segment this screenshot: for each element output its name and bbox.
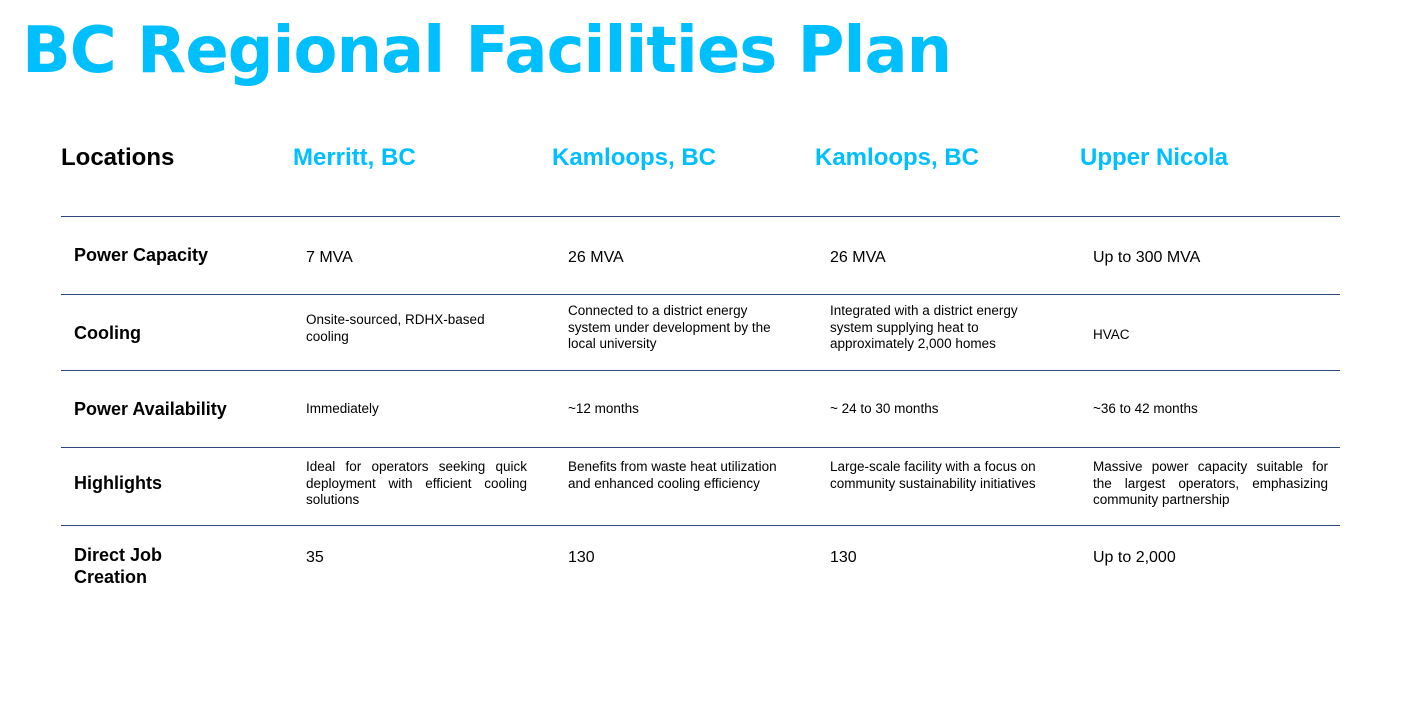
row-label-power-capacity: Power Capacity bbox=[74, 245, 209, 265]
row-label-direct-job-creation: Direct Job Creation bbox=[74, 545, 163, 587]
cell-jobs-upper-nicola: Up to 2,000 bbox=[1093, 549, 1176, 566]
table-row-direct-job-creation bbox=[61, 526, 1340, 596]
cell-cooling-kamloops-1: Connected to a district energy system under development by the local university bbox=[568, 303, 771, 351]
cell-power-capacity-upper-nicola: Up to 300 MVA bbox=[1093, 249, 1201, 266]
cell-power-capacity-kamloops-1: 26 MVA bbox=[568, 249, 624, 266]
cell-jobs-kamloops-2: 130 bbox=[830, 549, 857, 566]
cell-jobs-merritt: 35 bbox=[306, 549, 324, 566]
cell-availability-kamloops-2: ~ 24 to 30 months bbox=[830, 401, 939, 416]
cell-power-capacity-merritt: 7 MVA bbox=[306, 249, 353, 266]
locations-header-row bbox=[61, 140, 1341, 180]
location-kamloops-2: Kamloops, BC bbox=[815, 144, 980, 171]
location-merritt: Merritt, BC bbox=[293, 144, 416, 171]
cell-power-capacity-kamloops-2: 26 MVA bbox=[830, 249, 886, 266]
cell-highlights-upper-nicola: Massive power capacity suitable for the largest operators, emphasizing community partnership bbox=[1093, 459, 1328, 507]
cell-cooling-upper-nicola: HVAC bbox=[1093, 327, 1130, 342]
table-row-power-availability bbox=[61, 371, 1340, 447]
table-row-highlights bbox=[61, 448, 1340, 525]
cell-highlights-kamloops-2: Large-scale facility with a focus on community sustainability initiatives bbox=[830, 459, 1036, 491]
location-upper-nicola: Upper Nicola bbox=[1080, 144, 1229, 171]
cell-highlights-kamloops-1: Benefits from waste heat utilization and enhanced cooling efficiency bbox=[568, 459, 777, 491]
row-label-cooling: Cooling bbox=[74, 323, 141, 343]
table-row-cooling bbox=[61, 295, 1340, 370]
table-row-power-capacity bbox=[61, 217, 1340, 294]
cell-cooling-merritt: Onsite-sourced, RDHX-based cooling bbox=[306, 312, 485, 344]
page-title: BC Regional Facilities Plan bbox=[22, 14, 952, 88]
locations-label: Locations bbox=[61, 144, 175, 171]
row-label-highlights: Highlights bbox=[74, 473, 162, 493]
cell-cooling-kamloops-2: Integrated with a district energy system supplying heat to approximately 2,000 homes bbox=[830, 303, 1018, 351]
cell-highlights-merritt: Ideal for operators seeking quick deployment with efficient cooling solutions bbox=[306, 459, 527, 507]
cell-availability-kamloops-1: ~12 months bbox=[568, 401, 639, 416]
cell-jobs-kamloops-1: 130 bbox=[568, 549, 595, 566]
row-label-power-availability: Power Availability bbox=[74, 399, 227, 419]
location-kamloops-1: Kamloops, BC bbox=[552, 144, 717, 171]
cell-availability-upper-nicola: ~36 to 42 months bbox=[1093, 401, 1198, 416]
cell-availability-merritt: Immediately bbox=[306, 401, 379, 416]
